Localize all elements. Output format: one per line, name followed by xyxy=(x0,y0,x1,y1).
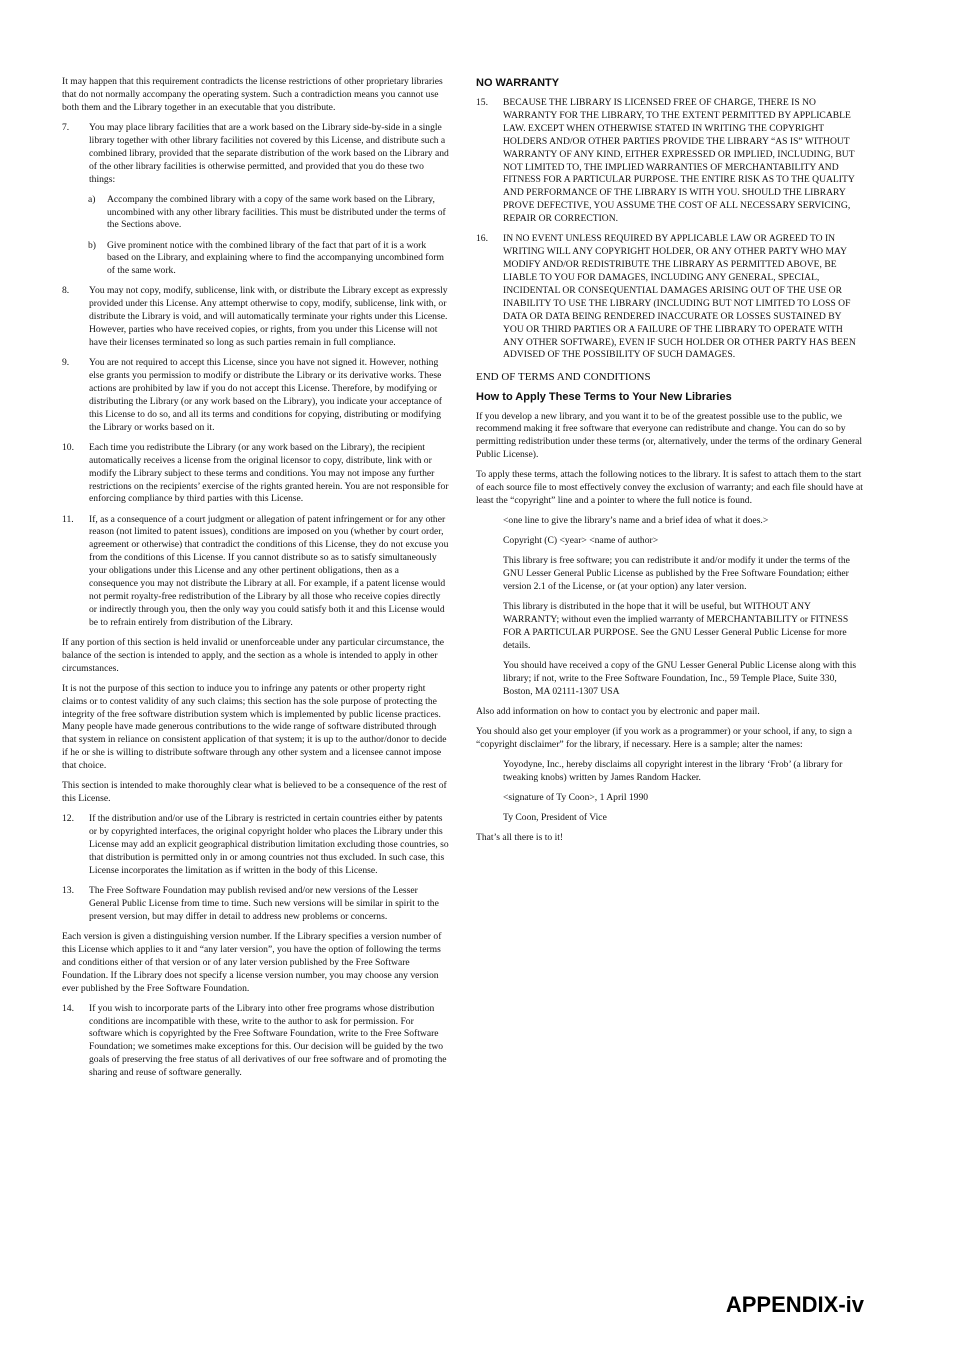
section-12 xyxy=(62,813,449,878)
left-column xyxy=(62,76,449,1087)
apply-paragraph: To apply these terms, attach the following notices to the library. It is safest to attach them to the start of each source file to most effectively convey the exclusion of warranty; and each file should have at least the “copyright” line and a pointer to where the full notice is found. xyxy=(476,469,863,507)
section-text: If you wish to incorporate parts of the Library into other free programs whose distribution conditions are incompatible with these, write to the author to ask for permission. For software which is copyrighted by the Free Software Foundation, write to the Free Software Foundation; we sometimes make exceptions for this. Our decision will be guided by the two goals of preserving the free status of all derivatives of our free software and of promoting the sharing and reuse of software generally. xyxy=(89,1002,447,1079)
section-text: You may not copy, modify, sublicense, link with, or distribute the Library except as expressly provided under this License. Any attempt otherwise to copy, modify, sublicense, link with, or distribute the Library is void, and will automatically terminate your rights under this License. However, parties who have received copies, or rights, from you under this License will not have their licenses terminated so long as such parties remain in full compliance. xyxy=(89,285,448,349)
section-number: 12. xyxy=(62,813,74,825)
section-text: You are not required to accept this License, since you have not signed it. However, nothing else grants you permission to modify or distribute the Library or its derivative works. These actions are prohibited by law if you do not accept this License. Therefore, by modifying or distributing the Library (or any work based on the Library), you indicate your acceptance of this License to do so, and all its terms and conditions for copying, distributing or modifying the Library or works based on it. xyxy=(89,357,442,433)
notice-distributed: This library is distributed in the hope that it will be useful, but WITHOUT ANY WARRANTY; without even the implied warranty of MERCHANTABILITY or FITNESS FOR A PARTICULAR PURPOSE. See the GNU Lesser General Public License for more details. xyxy=(503,601,849,652)
disclaimer-sample: Yoyodyne, Inc., hereby disclaims all copyright interest in the library ‘Frob’ (a library for tweaking knobs) written by James Random Hacker. xyxy=(503,759,843,784)
section-15 xyxy=(476,97,863,226)
clarity-paragraph: This section is intended to make thoroughly clear what is believed to be a consequence of the rest of this License. xyxy=(62,780,447,805)
how-to-apply-heading: How to Apply These Terms to Your New Libraries xyxy=(476,390,732,403)
section-7b xyxy=(88,240,449,279)
right-column xyxy=(476,76,863,852)
section-7a xyxy=(88,194,449,233)
subsection-label: a) xyxy=(88,193,96,205)
section-text: If, as a consequence of a court judgment or allegation of patent infringement or for any other reason (not limited to patent issues), conditions are imposed on you (whether by court order, agreement or otherwise) that contradict the conditions of this License, they do not excuse you from the conditions of this License. If you cannot distribute so as to satisfy simultaneously your obligations under this License and any other pertinent obligations, then as a consequence you may not distribute the Library at all. For example, if a patent license would not permit royalty-free redistribution of the Library by all those who receive copies directly or indirectly through you, then the only way you could satisfy both it and this License would be to refrain entirely from distribution of the Library. xyxy=(89,513,449,628)
signatory-title: Ty Coon, President of Vice xyxy=(503,812,607,824)
notice-received: You should have received a copy of the GNU Lesser General Public License along with this library; if not, write to the Free Software Foundation, Inc., 59 Temple Place, Suite 330, Boston, MA 02111-1307 USA xyxy=(503,660,857,697)
no-warranty-heading: NO WARRANTY xyxy=(476,77,560,89)
section-text: IN NO EVENT UNLESS REQUIRED BY APPLICABLE LAW OR AGREED TO IN WRITING WILL ANY COPYRIGHT HOLDER, OR ANY OTHER PARTY WHO MAY MODIFY AND/OR REDISTRIBUTE THE LIBRARY AS PERMITTED ABOVE, BE LIABLE TO YOU FOR DAMAGES, INCLUDING ANY GENERAL, SPECIAL, INCIDENTAL OR CONSEQUENTIAL DAMAGES ARISING OUT OF THE USE OR INABILITY TO USE THE LIBRARY (INCLUDING BUT NOT LIMITED TO LOSS OF DATA OR DATA BEING RENDERED INACCURATE OR LOSSES SUSTAINED BY YOU OR THIRD PARTIES OR A FAILURE OF THE LIBRARY TO OPERATE WITH ANY OTHER SOFTWARE), EVEN IF SUCH HOLDER OR OTHER PARTY HAS BEEN ADVISED OF THE POSSIBILITY OF SUCH DAMAGES. xyxy=(503,233,856,361)
section-text: The Free Software Foundation may publish revised and/or new versions of the Lesser General Public License from time to time. Such new versions will be similar in spirit to the present version, but may differ in detail to address new problems or concerns. xyxy=(89,885,439,922)
section-13 xyxy=(62,885,449,924)
notice-copyright: Copyright (C) <year> <name of author> xyxy=(503,535,659,547)
section-number: 10. xyxy=(62,441,74,453)
employer-paragraph: You should also get your employer (if you work as a programmer) or your school, if any, to sign a “copyright disclaimer” for the library, if necessary. Here is a sample; alter the names: xyxy=(476,726,852,751)
invalid-portion-paragraph: If any portion of this section is held invalid or unenforceable under any particular circumstance, the balance of the section is intended to apply, and the section as a whole is intended to apply in other circumstances. xyxy=(62,636,445,674)
section-text: If the distribution and/or use of the Library is restricted in certain countries either by patents or by copyrighted interfaces, the original copyright holder who places the Library under this License may add an explicit geographical distribution limitation excluding those countries, so that distribution is permitted only in or among countries not thus excluded. In such case, this License incorporates the limitation as if written in the body of this License. xyxy=(89,813,449,876)
version-paragraph: Each version is given a distinguishing version number. If the Library specifies a version number of this License which applies to it and “any later version”, you have the option of following the terms and conditions either of that version or of any later version published by the Free Software Foundation. If the Library does not specify a license version number, you may choose any version ever published by the Free Software Foundation. xyxy=(62,930,442,994)
notice-one-line: <one line to give the library’s name and a brief idea of what it does.> xyxy=(503,515,769,527)
section-number: 11. xyxy=(62,513,74,525)
section-text: You may place library facilities that are a work based on the Library side-by-side in a single library together with other library facilities not covered by this License, and distribute such a combined library, provided that the separate distribution of the work based on the Library and of the other library facilities is otherwise permitted, and provided that you do these two things: xyxy=(89,121,449,185)
section-9 xyxy=(62,357,449,434)
section-16 xyxy=(476,233,863,362)
signature-line: <signature of Ty Coon>, 1 April 1990 xyxy=(503,792,649,804)
intro-paragraph: It may happen that this requirement contradicts the license restrictions of other proprietary libraries that do not normally accompany the operating system. Such a contradiction means you cannot use both them and the Library together in an executable that you distribute. xyxy=(62,76,443,113)
section-number: 8. xyxy=(62,285,70,297)
section-number: 16. xyxy=(476,233,488,245)
section-10 xyxy=(62,442,449,507)
section-text: BECAUSE THE LIBRARY IS LICENSED FREE OF CHARGE, THERE IS NO WARRANTY FOR THE LIBRARY, TO THE EXTENT PERMITTED BY APPLICABLE LAW. EXCEPT WHEN OTHERWISE STATED IN WRITING THE COPYRIGHT HOLDERS AND/OR OTHER PARTIES PROVIDE THE LIBRARY “AS IS” WITHOUT WARRANTY OF ANY KIND, EITHER EXPRESSED OR IMPLIED, INCLUDING, BUT NOT LIMITED TO, THE IMPLIED WARRANTIES OF MERCHANTABILITY AND FITNESS FOR A PARTICULAR PURPOSE. THE ENTIRE RISK AS TO THE QUALITY AND PERFORMANCE OF THE LIBRARY IS WITH YOU. SHOULD THE LIBRARY PROVE DEFECTIVE, YOU ASSUME THE COST OF ALL NECESSARY SERVICING, REPAIR OR CORRECTION. xyxy=(503,97,855,225)
section-number: 7. xyxy=(62,121,70,133)
section-number: 9. xyxy=(62,357,70,369)
closing-line: That’s all there is to it! xyxy=(476,832,564,844)
purpose-paragraph: It is not the purpose of this section to induce you to infringe any patents or other property right claims or to contest validity of any such claims; this section has the sole purpose of protecting the integrity of the free software distribution system which is implemented by public license practices. Many people have made generous contributions to the wide range of software distributed through that system in reliance on consistent application of that system; it is up to the author/donor to decide if he or she is willing to distribute software through any other system and a licensee cannot impose that choice. xyxy=(62,682,447,772)
section-14 xyxy=(62,1003,449,1080)
subsection-text: Accompany the combined library with a copy of the same work based on the Library, uncombined with any other library facilities. This must be distributed under the terms of the Sections above. xyxy=(107,193,446,231)
section-text: Each time you redistribute the Library (or any work based on the Library), the recipient automatically receives a license from the original licensor to copy, distribute, link with or modify the Library subject to these terms and conditions. You may not impose any further restrictions on the recipients’ exercise of the rights granted herein. You are not responsible for enforcing compliance by third parties with this License. xyxy=(89,441,449,505)
develop-paragraph: If you develop a new library, and you want it to be of the greatest possible use to the public, we recommend making it free software that everyone can redistribute and change. You can do so by permitting redistribution under these terms (or, alternatively, under the terms of the ordinary General Public License). xyxy=(476,410,863,461)
subsection-label: b) xyxy=(88,239,96,251)
section-number: 14. xyxy=(62,1002,74,1014)
section-number: 15. xyxy=(476,97,488,108)
section-11 xyxy=(62,514,449,630)
section-7 xyxy=(62,122,449,187)
subsection-text: Give prominent notice with the combined library of the fact that part of it is a work based on the Library, and explaining where to find the accompanying uncombined form of the same work. xyxy=(107,239,444,277)
notice-free-software: This library is free software; you can redistribute it and/or modify it under the terms of the GNU Lesser General Public License as published by the Free Software Foundation; either version 2.1 of the License, or (at your option) any later version. xyxy=(503,555,850,593)
page-label: APPENDIX-iv xyxy=(725,1292,864,1317)
section-8 xyxy=(62,285,449,350)
end-of-terms: END OF TERMS AND CONDITIONS xyxy=(476,370,651,383)
section-number: 13. xyxy=(62,885,74,896)
contact-paragraph: Also add information on how to contact you by electronic and paper mail. xyxy=(476,706,760,718)
